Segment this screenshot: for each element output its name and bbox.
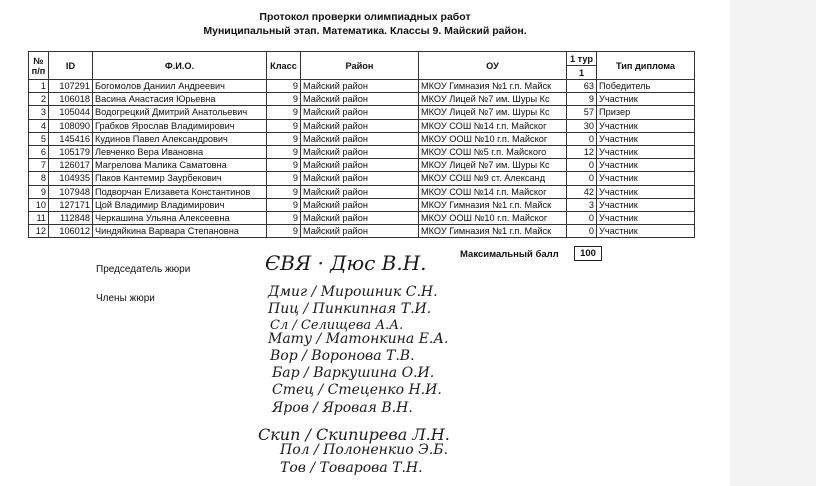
row-fio: Паков Кантемир Заурбекович (93, 172, 267, 185)
header-class: Класс (267, 52, 301, 80)
member-signature-9: Скип / Скипирева Л.Н. (258, 425, 450, 444)
row-score: 63 (567, 80, 597, 93)
row-id: 107948 (49, 185, 93, 198)
row-class: 9 (267, 159, 301, 172)
row-class: 9 (267, 93, 301, 106)
member-signature-11: Тов / Товарова Т.Н. (280, 460, 423, 476)
max-score-label: Максимальный балл (460, 249, 559, 260)
row-fio: Черкашина Ульяна Алексеевна (93, 211, 267, 224)
row-school: МКОУ ООШ №10 г.п. Майског (419, 132, 567, 145)
row-diploma: Победитель (597, 80, 695, 93)
row-score: 3 (567, 198, 597, 211)
member-signature-10: Пол / Полоненкио Э.Б. (280, 442, 449, 458)
row-number: 7 (29, 159, 49, 172)
table-row (29, 106, 695, 119)
row-school: МКОУ Гимназия №1 г.п. Майск (419, 198, 567, 211)
row-district: Майский район (301, 132, 419, 145)
chair-label: Председатель жюри (96, 264, 191, 275)
row-school: МКОУ Гимназия №1 г.п. Майск (419, 80, 567, 93)
row-diploma: Участник (597, 172, 695, 185)
member-signature-6: Бар / Варкушина О.И. (272, 365, 435, 381)
row-district: Майский район (301, 119, 419, 132)
row-number: 6 (29, 145, 49, 158)
row-district: Майский район (301, 211, 419, 224)
row-class: 9 (267, 211, 301, 224)
member-signature-1: Дмиг / Мирошник С.Н. (268, 284, 438, 300)
row-score: 0 (567, 211, 597, 224)
header-district: Район (301, 52, 419, 80)
row-fio: Подворчан Елизавета Константинов (93, 185, 267, 198)
row-school: МКОУ Лицей №7 им. Шуры Кс (419, 159, 567, 172)
row-class: 9 (267, 172, 301, 185)
row-school: МКОУ СОШ №9 ст. Александ (419, 172, 567, 185)
row-id: 105044 (49, 106, 93, 119)
row-class: 9 (267, 132, 301, 145)
row-score: 30 (567, 119, 597, 132)
row-id: 104935 (49, 172, 93, 185)
table-row (29, 145, 695, 158)
row-school: МКОУ СОШ №5 г.п. Майского (419, 145, 567, 158)
table-body (29, 80, 695, 238)
table-row (29, 211, 695, 224)
header-diploma: Тип диплома (597, 52, 695, 80)
table-row (29, 80, 695, 93)
member-signature-5: Вор / Воронова Т.В. (270, 348, 415, 364)
row-district: Майский район (301, 172, 419, 185)
row-fio: Кудинов Павел Александрович (93, 132, 267, 145)
results-table (28, 51, 695, 238)
row-school: МКОУ Лицей №7 им. Шуры Кс (419, 106, 567, 119)
row-fio: Цой Владимир Владимирович (93, 198, 267, 211)
member-signature-2: Пиц / Пинкипная Т.И. (268, 301, 432, 317)
row-district: Майский район (301, 145, 419, 158)
row-fio: Водогрецкий Дмитрий Анатольевич (93, 106, 267, 119)
row-district: Майский район (301, 80, 419, 93)
row-score: 0 (567, 225, 597, 238)
table-row (29, 172, 695, 185)
row-number: 8 (29, 172, 49, 185)
row-diploma: Участник (597, 159, 695, 172)
row-id: 106012 (49, 225, 93, 238)
chair-signature: ЄВЯ · Дюс В.Н. (265, 251, 427, 275)
row-school: МКОУ Гимназия №1 г.п. Майск (419, 225, 567, 238)
row-number: 1 (29, 80, 49, 93)
table-row (29, 93, 695, 106)
header-num: № п/п (29, 52, 49, 80)
row-district: Майский район (301, 159, 419, 172)
row-id: 112848 (49, 211, 93, 224)
row-id: 126017 (49, 159, 93, 172)
header-fio: Ф.И.О. (93, 52, 267, 80)
row-fio: Левченко Вера Ивановна (93, 145, 267, 158)
header-school: ОУ (419, 52, 567, 80)
row-number: 12 (29, 225, 49, 238)
row-district: Майский район (301, 225, 419, 238)
row-school: МКОУ СОШ №14 г.п. Майског (419, 119, 567, 132)
row-id: 145416 (49, 132, 93, 145)
header-tour-sub: 1 (567, 66, 597, 80)
member-signature-7: Стец / Стеценко Н.И. (272, 382, 442, 398)
row-score: 9 (567, 93, 597, 106)
row-fio: Магрелова Малика Саматовна (93, 159, 267, 172)
row-number: 5 (29, 132, 49, 145)
row-id: 108090 (49, 119, 93, 132)
table-row (29, 185, 695, 198)
row-school: МКОУ Лицей №7 им. Шуры Кс (419, 93, 567, 106)
row-fio: Грабков Ярослав Владимирович (93, 119, 267, 132)
member-signature-8: Яров / Яровая В.Н. (272, 400, 413, 416)
row-diploma: Участник (597, 225, 695, 238)
row-class: 9 (267, 119, 301, 132)
table-row (29, 198, 695, 211)
member-signature-3: Сл / Селищева А.А. (270, 318, 404, 333)
document-title: Протокол проверки олимпиадных работ (259, 11, 471, 23)
row-diploma: Призер (597, 106, 695, 119)
row-diploma: Участник (597, 145, 695, 158)
row-district: Майский район (301, 198, 419, 211)
row-district: Майский район (301, 185, 419, 198)
row-class: 9 (267, 106, 301, 119)
row-diploma: Участник (597, 93, 695, 106)
row-fio: Васина Анастасия Юрьевна (93, 93, 267, 106)
table-row (29, 132, 695, 145)
row-fio: Чиндяйкина Варвара Степановна (93, 225, 267, 238)
row-score: 12 (567, 145, 597, 158)
row-id: 105179 (49, 145, 93, 158)
header-tour: 1 тур (567, 52, 597, 66)
row-number: 3 (29, 106, 49, 119)
row-diploma: Участник (597, 211, 695, 224)
document-subtitle: Муниципальный этап. Математика. Классы 9. Майский район. (203, 25, 527, 37)
row-class: 9 (267, 225, 301, 238)
row-class: 9 (267, 145, 301, 158)
row-id: 106018 (49, 93, 93, 106)
member-signature-4: Мату / Матонкина Е.А. (268, 331, 449, 347)
row-diploma: Участник (597, 132, 695, 145)
row-score: 0 (567, 132, 597, 145)
members-label: Члены жюри (96, 293, 155, 304)
max-score-value: 100 (574, 246, 602, 261)
scan-margin (730, 0, 816, 486)
row-diploma: Участник (597, 198, 695, 211)
table-row (29, 159, 695, 172)
row-fio: Богомолов Даниил Андреевич (93, 80, 267, 93)
row-number: 11 (29, 211, 49, 224)
row-class: 9 (267, 80, 301, 93)
table-row (29, 119, 695, 132)
row-score: 57 (567, 106, 597, 119)
row-school: МКОУ ООШ №10 г.п. Майског (419, 211, 567, 224)
row-id: 127171 (49, 198, 93, 211)
row-class: 9 (267, 198, 301, 211)
row-score: 42 (567, 185, 597, 198)
row-district: Майский район (301, 106, 419, 119)
header-id: ID (49, 52, 93, 80)
row-id: 107291 (49, 80, 93, 93)
row-diploma: Участник (597, 119, 695, 132)
table-header-row (29, 52, 695, 66)
row-number: 9 (29, 185, 49, 198)
row-diploma: Участник (597, 185, 695, 198)
row-school: МКОУ СОШ №14 г.п. Майског (419, 185, 567, 198)
row-score: 0 (567, 159, 597, 172)
row-district: Майский район (301, 93, 419, 106)
table-row (29, 225, 695, 238)
row-number: 2 (29, 93, 49, 106)
row-number: 10 (29, 198, 49, 211)
row-score: 0 (567, 172, 597, 185)
row-number: 4 (29, 119, 49, 132)
row-class: 9 (267, 185, 301, 198)
